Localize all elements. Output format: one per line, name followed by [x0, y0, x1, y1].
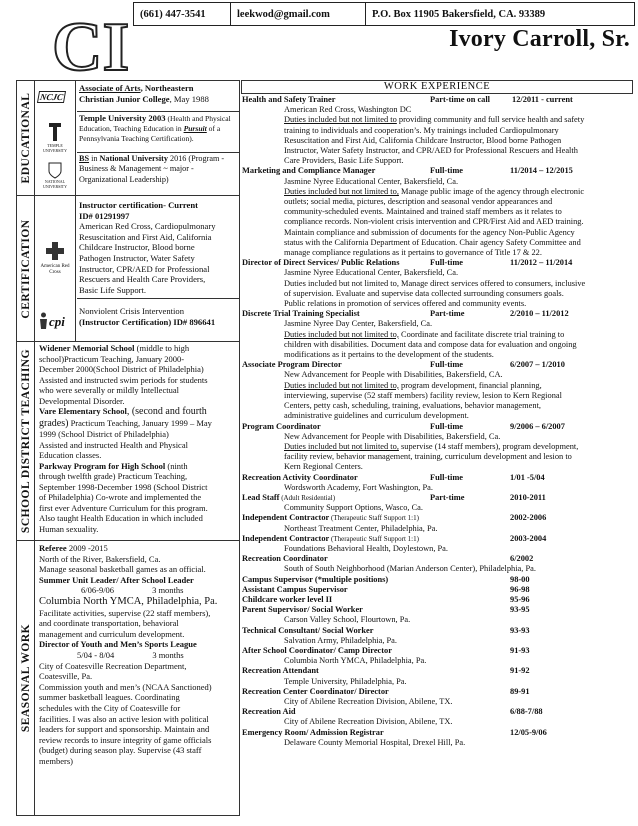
job-header	[242, 554, 634, 564]
education-entry-national: BS in National University 2016 (Program - Business & Management ~ major - Organizational Leadership)	[79, 154, 225, 184]
section-school-teaching	[17, 342, 239, 541]
seasonal-work-text	[39, 543, 237, 766]
job-organization: Community Support Options, Wasco, Ca.	[284, 503, 423, 513]
job-header	[242, 687, 634, 697]
job-organization: Jasmine Nyree Educational Center, Bakersfield, Ca.	[284, 268, 459, 278]
job-description	[242, 330, 634, 361]
job-kind	[430, 585, 510, 595]
job-header	[242, 309, 634, 319]
school-text: Assisted and instructed Health and Physical	[39, 439, 188, 450]
section-label-school: SCHOOL DISTRICT TEACHING	[19, 348, 32, 534]
school-text: of Philadelphia) Co-wrote and implemented the	[39, 492, 202, 502]
seasonal-text: 3 months	[152, 585, 184, 596]
school-teaching-text	[39, 343, 237, 534]
temple-logo-text: TEMPLE UNIVERSITY	[43, 143, 67, 153]
job-duties-lead: Duties included but not limited to,	[284, 441, 399, 451]
job-entry	[242, 309, 634, 360]
job-description	[242, 279, 634, 310]
job-description-line: status with the California Department of Education. Chair agency Safety Committee and	[284, 237, 581, 247]
school-text: who were severally or mildly Intellectual	[39, 385, 179, 395]
job-organization: New Advancement for People with Disabilities, Bakersfield, Ca.	[284, 431, 501, 441]
school-text: through twelfth grade) Practicum Teaching,	[39, 471, 188, 481]
red-cross-logo-text: American Red Cross	[40, 264, 70, 275]
cert-line: Resuscitation and First Aid, California	[79, 231, 212, 242]
job-organization: Jasmine Nyree Educational Center, Bakersfield, Ca.	[284, 176, 459, 186]
job-title: Recreation Center Coordinator/ Director	[242, 686, 389, 696]
seasonal-text: Commission youth and men’s (NCAA Sanctioned)	[39, 681, 212, 692]
job-kind	[430, 646, 510, 656]
education-entry-ncjc: Associate of Arts, Northeastern Christian Junior College, May 1988	[77, 81, 239, 112]
cert-line: American Red Cross, Cardiopulmonary	[79, 221, 216, 232]
job-kind	[430, 595, 510, 605]
job-kind: Full-time	[430, 360, 464, 370]
job-description-line: outlets; social media, pictures, description and seasonal vendor appearances and	[284, 197, 553, 207]
school-text: Practicum Teaching, January 1999 – May	[68, 417, 212, 428]
seasonal-text: Columbia North YMCA, Philadelphia, Pa.	[39, 595, 218, 607]
job-header	[242, 595, 634, 605]
job-description-line: Resuscitation and First Aid, California Childcare Instructor, Blood borne Pathogen	[284, 135, 562, 145]
school-text: September 1998-December 1998 (School District	[39, 481, 208, 492]
school-text: , (second and fourth	[126, 406, 207, 417]
ci-logo	[50, 10, 128, 78]
job-kind	[430, 554, 510, 564]
job-date: 93-95	[510, 605, 530, 615]
job-date: 6/2007 – 1/2010	[510, 360, 565, 370]
national-logo-icon	[47, 161, 63, 179]
job-date: 2002-2006	[510, 513, 547, 523]
job-description-line: Centers, petty cash, scheduling, training, evaluations, behavior management,	[284, 401, 541, 411]
school-text: Vare Elementary School	[39, 406, 127, 416]
job-kind: Part-time on call	[430, 95, 490, 104]
job-entry	[242, 728, 634, 748]
job-date: 6/88-7/88	[510, 707, 543, 717]
job-title: Marketing and Compliance Manager	[242, 166, 376, 176]
job-entry	[242, 360, 634, 421]
seasonal-text: Facilitate activities, supervise (22 staff members),	[39, 607, 211, 618]
seasonal-text: Coatesville, Pa.	[39, 671, 93, 682]
seasonal-text: leaders for support and sponsorship. Maintain and	[39, 724, 210, 735]
job-title-note: (Therapeutic Staff Support 1:1)	[329, 514, 419, 523]
job-description-line: Manage public image of the agency through electronic	[398, 186, 585, 196]
job-entry	[242, 534, 634, 554]
job-organization: City of Abilene Recreation Division, Abilene, TX.	[284, 717, 453, 727]
school-text: grades)	[39, 417, 69, 429]
education-entry-temple: Temple University 2003 (Health and Physical Education, Teaching Education in Pursuit of a Pennsylvania Teaching Certification).	[77, 112, 239, 153]
seasonal-text: Summer Unit Leader/ After School Leader	[39, 574, 194, 585]
job-date: 9/2006 – 6/2007	[510, 421, 565, 431]
job-header	[242, 707, 634, 717]
job-date: 1/01 -5/04	[510, 472, 545, 482]
school-text: Developmental Disorder.	[39, 395, 125, 406]
job-description	[242, 115, 634, 166]
job-header	[242, 728, 634, 738]
job-organization: South of South Neighborhood (Marian Anderson Center), Philadelphia, Pa.	[284, 564, 536, 574]
job-description-line: Maintain compliance and submission of documents for the agency Non-Public Agency	[284, 227, 575, 237]
job-organization: American Red Cross, Washington DC	[284, 105, 412, 115]
cpi-figure-icon	[38, 312, 49, 330]
job-title: Independent Contractor	[242, 533, 330, 543]
job-title-note: (Adult Residential)	[279, 493, 336, 502]
job-description-line: supervise (14 staff members), program development,	[398, 441, 579, 451]
job-kind	[430, 513, 510, 523]
job-organization: Salvation Army, Philadelphia, Pa.	[284, 635, 397, 645]
job-organization: Columbia North YMCA, Philadelphia, Pa.	[284, 656, 427, 666]
job-entry	[242, 666, 634, 686]
job-description-line: modifications as it pertains to the development of the students.	[284, 350, 494, 360]
seasonal-text: (budget) during season play. Supervise (43 staff	[39, 745, 202, 756]
school-text: December 2000(School District of Philadelphia)	[39, 364, 204, 374]
job-kind	[430, 575, 510, 585]
job-date: 96-98	[510, 584, 530, 594]
work-experience-column	[241, 80, 633, 820]
job-kind	[430, 626, 510, 636]
school-text: Parkway Program for High School	[39, 460, 166, 471]
job-description-line: Duties included but not limited to, Manage direct services offered to consumers, inclusive	[284, 278, 586, 288]
cpi-logo: cpi	[49, 314, 65, 329]
seasonal-text: review records to insure integrity of game officials	[39, 734, 212, 745]
school-text: (middle to high	[134, 343, 190, 353]
job-organization: Northeast Treatment Center, Philadelphia, Pa.	[284, 523, 438, 533]
job-header	[242, 473, 634, 483]
job-description-line: compliance records. Non-violent crisis intervention and CPR/First Aid and AED training.	[284, 217, 584, 227]
job-title: Associate Program Director	[242, 360, 342, 370]
section-seasonal-work	[17, 541, 239, 815]
seasonal-text: 2009 -2015	[66, 543, 108, 553]
school-text: 1999 (School District of Philadelphia)	[39, 429, 169, 439]
job-title: Campus Supervisor (*multiple positions)	[242, 574, 389, 584]
job-entry	[242, 513, 634, 533]
job-kind	[430, 534, 510, 544]
job-title: Recreation Attendant	[242, 666, 319, 676]
job-title-note: (Therapeutic Staff Support 1:1)	[329, 534, 419, 543]
job-entry	[242, 258, 634, 309]
job-date: 91-92	[510, 666, 530, 676]
job-header	[242, 422, 634, 432]
job-entry	[242, 707, 634, 727]
job-kind: Part-time	[430, 309, 465, 319]
job-organization: Delaware County Memorial Hospital, Drexel Hill, Pa.	[284, 737, 466, 747]
job-organization: Foundations Behavioral Health, Doylestown, Pa.	[284, 543, 448, 553]
job-duties-lead: Duties included but not limited to	[284, 115, 397, 125]
job-duties-lead: Duties included but not limited to,	[284, 380, 399, 390]
contact-bar	[133, 2, 635, 26]
email: leekwod@gmail.com	[231, 3, 366, 25]
job-title: Director of Direct Services/ Public Relations	[242, 258, 400, 268]
job-entry	[242, 575, 634, 585]
seasonal-text: Referee	[39, 543, 67, 553]
ci-logo-text: CI	[52, 10, 128, 78]
job-title: Program Coordinator	[242, 421, 321, 431]
job-description-line: Care Providers, Basic Life Support.	[284, 156, 404, 166]
job-entry	[242, 605, 634, 625]
cert-logos	[35, 196, 76, 341]
school-text: school)Practicum Teaching, January 2000-	[39, 353, 185, 364]
cert-line: Childcare Instructor, Blood borne	[79, 242, 195, 253]
job-date: 12/05-9/06	[510, 727, 547, 737]
seasonal-text: facilities. I was also an active lesion with political	[39, 713, 209, 724]
job-title: Recreation Aid	[242, 707, 296, 717]
cert-line: Basic Life Support.	[79, 284, 147, 295]
seasonal-text: 3 months	[152, 649, 184, 660]
job-description	[242, 381, 634, 422]
job-date: 98-00	[510, 574, 530, 584]
job-header	[242, 575, 634, 585]
job-entry	[242, 166, 634, 258]
job-description	[242, 187, 634, 258]
job-kind: Part-time	[430, 492, 465, 502]
section-label-educational: EDUCATIONAL	[19, 92, 32, 184]
job-date: 91-93	[510, 645, 530, 655]
job-date: 93-93	[510, 625, 530, 635]
job-title: Lead Staff	[242, 492, 280, 502]
job-kind: Full-time	[430, 421, 464, 431]
job-duties-lead: Duties included but not limited to,	[284, 186, 399, 196]
job-date: 12/2011 - current	[512, 95, 573, 104]
job-description-line: Instructor, Water Safety Instructor, and CPR/AED for Professional Rescuers and Health	[284, 146, 578, 156]
job-header	[242, 95, 634, 105]
job-kind	[430, 605, 510, 615]
school-text: Also taught Health Education in which included	[39, 513, 203, 523]
job-title: Health and Safety Trainer	[242, 95, 336, 104]
person-name: Ivory Carroll, Sr.	[449, 26, 630, 52]
job-date: 2/2010 – 11/2012	[510, 309, 569, 319]
job-header	[242, 585, 634, 595]
job-title: Independent Contractor	[242, 513, 330, 523]
job-header	[242, 534, 634, 544]
job-title: Discrete Trial Training Specialist	[242, 309, 360, 319]
job-description	[242, 442, 634, 473]
job-entry	[242, 687, 634, 707]
ncjc-logo: NCJC	[37, 91, 66, 103]
seasonal-text: Manage seasonal basketball games as an official.	[39, 564, 206, 575]
cert-line: Rescuers and Health Care Providers,	[79, 274, 206, 285]
job-organization: Wordsworth Academy, Fort Washington, Pa.	[284, 482, 433, 492]
job-header	[242, 360, 634, 370]
school-text: Education classes.	[39, 450, 102, 460]
jobs-list	[242, 95, 634, 748]
job-description-line: training to individuals and cooperation’s. My trainings included Cardiopulmonary	[284, 125, 559, 135]
job-date: 95-96	[510, 594, 530, 604]
job-duties-lead: Duties included but not limited to,	[284, 329, 399, 339]
job-date: 2003-2004	[510, 533, 547, 543]
red-cross-icon	[45, 241, 65, 261]
job-entry	[242, 473, 634, 493]
section-label-certification: CERTIFICATION	[19, 218, 32, 319]
cert-entry-cpi: Nonviolent Crisis Intervention (Instructor Certification) ID# 896641	[79, 306, 216, 327]
school-text: Widener Memorial School	[39, 343, 135, 353]
job-title: Technical Consultant/ Social Worker	[242, 625, 374, 635]
job-header	[242, 166, 634, 176]
job-description-line: program development, financial planning,	[398, 380, 542, 390]
cert-line: Instructor, CPR/AED for Professional	[79, 263, 210, 274]
job-organization: Carson Valley School, Flourtown, Pa.	[284, 615, 411, 625]
job-entry	[242, 95, 634, 166]
work-experience-title: WORK EXPERIENCE	[241, 80, 633, 94]
job-title: Assistant Campus Supervisor	[242, 584, 348, 594]
job-description-line: children with disabilities. Document data and compose data for evaluation and ongoing	[284, 339, 577, 349]
section-label-seasonal: SEASONAL WORK	[19, 623, 32, 733]
seasonal-text: 5/04 - 8/04	[77, 649, 115, 660]
seasonal-text: City of Coatesville Recreation Department,	[39, 660, 187, 671]
job-description-line: of supervision. Evaluate and supervise data collected surrounding consumers goals.	[284, 288, 564, 298]
school-text: first ever Adventure Curriculum for this program.	[39, 502, 208, 513]
job-entry	[242, 626, 634, 646]
cert-red-cross-description	[79, 221, 239, 295]
seasonal-text: members)	[39, 755, 73, 766]
job-title: Childcare worker level II	[242, 594, 333, 604]
job-title: Parent Supervisor/ Social Worker	[242, 605, 363, 615]
job-title: Emergency Room/ Admission Registrar	[242, 727, 384, 737]
job-kind	[430, 666, 510, 676]
job-header	[242, 513, 634, 523]
job-description-line: Public relations in promotion of services offered and community events.	[284, 299, 527, 309]
address: P.O. Box 11905 Bakersfield, CA. 93389	[372, 8, 546, 20]
job-description-line: Kern Regional Centers.	[284, 462, 363, 472]
cert-entry-red-cross: Instructor certification- Current ID# 01291997 American Red Cross, Cardiopulmonary Resuscitation and First Aid, California Childcare Instructor, Blood borne Pathogen Instructor, Water Safety Instructor, CPR/AED for Professional Rescuers and Health Care Providers, Basic Life Support.	[77, 196, 239, 299]
job-description-line: interviewing, supervise (52 staff members) facility review, lesion to Kern Regional	[284, 390, 562, 400]
school-text: Human sexuality.	[39, 523, 99, 534]
job-header	[242, 646, 634, 656]
job-description-line: Coordinate and facilitate discrete trial training to	[398, 329, 565, 339]
job-organization: Jasmine Nyree Day Center, Bakersfield, Ca.	[284, 319, 433, 329]
job-description-line: providing community and full service health and safety	[396, 115, 585, 125]
job-description-line: facility review, behavior management, training, curriculum development and lesion to	[284, 452, 572, 462]
job-description-line: community-scheduled events. Maintained and trained staff members as it relates to	[284, 207, 562, 217]
job-organization: New Advancement for People with Disabilities, Bakersfield, CA.	[284, 370, 503, 380]
seasonal-text: North of the River, Bakersfield, Ca.	[39, 553, 161, 564]
job-entry	[242, 646, 634, 666]
seasonal-text: management and curriculum development.	[39, 628, 185, 639]
job-kind	[430, 728, 510, 738]
job-organization: Temple University, Philadelphia, Pa.	[284, 676, 407, 686]
seasonal-text: summer basketball leagues. Coordinating	[39, 692, 180, 703]
education-logos	[35, 81, 76, 195]
left-column	[16, 80, 240, 816]
cert-line: Pathogen Instructor, Water Safety	[79, 252, 195, 263]
national-logo-text: NATIONAL UNIVERSITY	[43, 179, 67, 189]
job-date: 11/2014 – 12/2015	[510, 166, 573, 176]
job-kind: Full-time	[430, 472, 464, 482]
job-entry	[242, 554, 634, 574]
job-kind: Full-time	[430, 258, 464, 268]
job-entry	[242, 595, 634, 605]
seasonal-text: 6/06-9/06	[81, 585, 115, 596]
school-text: (ninth	[165, 460, 188, 471]
job-date: 6/2002	[510, 554, 534, 564]
job-header	[242, 605, 634, 615]
job-date: 11/2012 – 11/2014	[510, 258, 573, 268]
job-entry	[242, 422, 634, 473]
job-description-line: manage compliance regulations as it pertains to governance of Title 17 & 22.	[284, 248, 542, 258]
seasonal-text: schedules with the City of Coatesville for	[39, 702, 181, 713]
seasonal-text: Director of Youth and Men’s Sports League	[39, 639, 197, 650]
job-kind	[430, 687, 510, 697]
job-header	[242, 493, 634, 503]
section-certification	[17, 196, 239, 342]
job-organization: City of Abilene Recreation Division, Abilene, TX.	[284, 696, 453, 706]
job-entry	[242, 493, 634, 513]
job-title: Recreation Activity Coordinator	[242, 472, 358, 482]
school-text: Assisted and instructed swim periods for students	[39, 374, 208, 385]
job-date: 89-91	[510, 686, 530, 696]
job-kind	[430, 707, 510, 717]
job-header	[242, 258, 634, 268]
job-title: Recreation Coordinator	[242, 554, 328, 564]
job-kind: Full-time	[430, 166, 464, 176]
job-header	[242, 626, 634, 636]
seasonal-text: and coordinate transportation, behavioral	[39, 618, 179, 629]
temple-logo-icon	[47, 121, 63, 143]
job-title: After School Coordinator/ Camp Director	[242, 645, 392, 655]
job-description-line: administrative guidelines and curriculum development.	[284, 411, 469, 421]
section-educational	[17, 81, 239, 196]
job-header	[242, 666, 634, 676]
job-date: 2010-2011	[510, 492, 546, 502]
phone: (661) 447-3541	[134, 3, 231, 25]
job-entry	[242, 585, 634, 595]
